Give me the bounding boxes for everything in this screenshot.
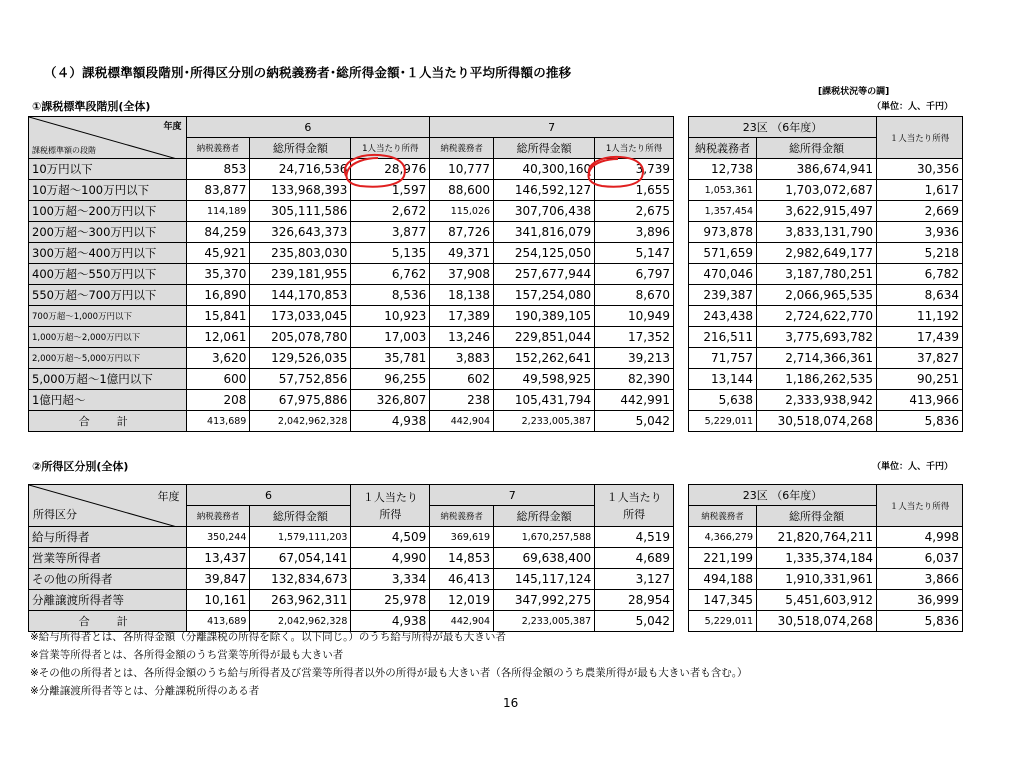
t2-row (689, 590, 963, 611)
cell-value: 5,042 (595, 411, 674, 432)
cell-value: 96,255 (351, 369, 430, 390)
t2-row (689, 548, 963, 569)
table1-col-income-b: 総所得金額 (494, 138, 595, 159)
cell-value: 35,370 (186, 264, 250, 285)
cell-value: 10,777 (430, 159, 494, 180)
table1-col-income-a: 総所得金額 (250, 138, 351, 159)
cell-value: 40,300,160 (494, 159, 595, 180)
cell-value: 2,066,965,535 (757, 285, 877, 306)
cell-value: 132,834,673 (250, 569, 351, 590)
cell-value: 25,978 (351, 590, 430, 611)
cell-value: 17,003 (351, 327, 430, 348)
table1-corner (29, 117, 187, 159)
cell-value: 4,938 (351, 411, 430, 432)
table1-year-a: 6 (186, 117, 430, 138)
table2-corner (29, 485, 187, 527)
row-label: 1億円超～ (29, 390, 187, 411)
cell-value: 254,125,050 (494, 243, 595, 264)
cell-value: 4,366,279 (689, 527, 757, 548)
row-label: 給与所得者 (29, 527, 187, 548)
table2-unit: （単位：人、千円） (872, 462, 954, 472)
t1-total-row (29, 411, 674, 432)
cell-value: 6,762 (351, 264, 430, 285)
cell-value: 3,877 (351, 222, 430, 243)
cell-value: 470,046 (689, 264, 757, 285)
table1-ward-title: 23区 （6年度） (689, 117, 877, 138)
cell-value: 2,724,622,770 (757, 306, 877, 327)
table2-year-a: 6 (186, 485, 351, 506)
cell-value: 1,053,361 (689, 180, 757, 201)
t1-row (29, 222, 674, 243)
cell-value: 326,643,373 (250, 222, 351, 243)
t2-row (689, 569, 963, 590)
cell-value: 238 (430, 390, 494, 411)
table2-year-b: 7 (430, 485, 595, 506)
table1-main (28, 116, 674, 432)
table2-col-income-b: 総所得金額 (494, 506, 595, 527)
t1-row (689, 180, 963, 201)
cell-value: 36,999 (877, 590, 963, 611)
cell-value: 12,061 (186, 327, 250, 348)
cell-value: 17,389 (430, 306, 494, 327)
row-label: 営業等所得者 (29, 548, 187, 569)
cell-value: 145,117,124 (494, 569, 595, 590)
cell-value: 87,726 (430, 222, 494, 243)
source-note: [課税状況等の調] (818, 87, 890, 97)
cell-value: 1,655 (595, 180, 674, 201)
table2-ward-title: 23区 （6年度） (689, 485, 877, 506)
cell-value: 326,807 (351, 390, 430, 411)
cell-value: 221,199 (689, 548, 757, 569)
cell-value: 11,192 (877, 306, 963, 327)
cell-value: 133,968,393 (250, 180, 351, 201)
cell-value: 442,991 (595, 390, 674, 411)
cell-value: 30,356 (877, 159, 963, 180)
table1-year-b: 7 (430, 117, 674, 138)
cell-value: 5,229,011 (689, 611, 757, 632)
cell-value: 28,976 (351, 159, 430, 180)
row-label: 200万超～300万円以下 (29, 222, 187, 243)
cell-value: 13,144 (689, 369, 757, 390)
cell-value: 442,904 (430, 411, 494, 432)
footnote-1: ※給与所得者とは、各所得金額（分離課税の所得を除く。以下同じ。）のうち給与所得が最も大きい者 (30, 631, 506, 643)
t1-row (29, 180, 674, 201)
cell-value: 973,878 (689, 222, 757, 243)
cell-value: 4,938 (351, 611, 430, 632)
cell-value: 82,390 (595, 369, 674, 390)
t2-row (29, 569, 674, 590)
table2-col-avg-a-line1: １人当たり (362, 490, 418, 504)
t1-row (29, 285, 674, 306)
cell-value: 4,509 (351, 527, 430, 548)
cell-value: 8,634 (877, 285, 963, 306)
cell-value: 28,954 (595, 590, 674, 611)
table1-ward-col-taxpayers: 納税義務者 (689, 138, 757, 159)
cell-value: 37,908 (430, 264, 494, 285)
cell-value: 10,949 (595, 306, 674, 327)
t1-row (29, 306, 674, 327)
table1-ward-col-income: 総所得金額 (757, 138, 877, 159)
t1-row (29, 390, 674, 411)
t1-row (689, 369, 963, 390)
cell-value: 235,803,030 (250, 243, 351, 264)
t1-row (689, 201, 963, 222)
cell-value: 2,333,938,942 (757, 390, 877, 411)
cell-value: 83,877 (186, 180, 250, 201)
t2-row (29, 548, 674, 569)
page-number: 16 (503, 696, 519, 710)
footnote-4: ※分離譲渡所得者等とは、分離課税所得のある者 (30, 685, 260, 697)
t1-row (689, 306, 963, 327)
cell-value: 307,706,438 (494, 201, 595, 222)
cell-value: 3,127 (595, 569, 674, 590)
table1-corner-bracket: 課税標準額の段階 (32, 146, 96, 155)
cell-value: 4,998 (877, 527, 963, 548)
cell-value: 239,181,955 (250, 264, 351, 285)
cell-value: 49,371 (430, 243, 494, 264)
footnote-2: ※営業等所得者とは、各所得金額のうち営業等所得が最も大きい者 (30, 649, 344, 661)
table1-corner-year: 年度 (163, 122, 182, 132)
cell-value: 8,536 (351, 285, 430, 306)
row-label: 10万超～100万円以下 (29, 180, 187, 201)
cell-value: 4,689 (595, 548, 674, 569)
cell-value: 114,189 (186, 201, 250, 222)
cell-value: 39,213 (595, 348, 674, 369)
footnote-3: ※その他の所得者とは、各所得金額のうち給与所得者及び営業等所得者以外の所得が最も大きい者（各所得金額のうち農業所得が最も大きい者も含む。） (30, 667, 748, 679)
table1-col-taxpayers-a: 納税義務者 (186, 138, 250, 159)
cell-value: 37,827 (877, 348, 963, 369)
cell-value: 21,820,764,211 (757, 527, 877, 548)
table2-col-taxpayers-b: 納税義務者 (430, 506, 494, 527)
cell-value: 147,345 (689, 590, 757, 611)
table1-col-taxpayers-b: 納税義務者 (430, 138, 494, 159)
cell-value: 3,739 (595, 159, 674, 180)
cell-value: 5,836 (877, 411, 963, 432)
cell-value: 3,187,780,251 (757, 264, 877, 285)
cell-value: 2,714,366,361 (757, 348, 877, 369)
cell-value: 1,579,111,203 (250, 527, 351, 548)
row-label: 10万円以下 (29, 159, 187, 180)
total-label: 合 計 (29, 411, 187, 432)
cell-value: 67,054,141 (250, 548, 351, 569)
row-label: その他の所得者 (29, 569, 187, 590)
t1-row (689, 327, 963, 348)
row-label: 550万超～700万円以下 (29, 285, 187, 306)
cell-value: 12,019 (430, 590, 494, 611)
cell-value: 3,896 (595, 222, 674, 243)
cell-value: 5,135 (351, 243, 430, 264)
row-label: 分離譲渡所得者等 (29, 590, 187, 611)
cell-value: 17,352 (595, 327, 674, 348)
table2-ward (688, 484, 963, 632)
t1-row (689, 264, 963, 285)
cell-value: 341,816,079 (494, 222, 595, 243)
cell-value: 13,246 (430, 327, 494, 348)
row-label: 300万超～400万円以下 (29, 243, 187, 264)
cell-value: 1,597 (351, 180, 430, 201)
cell-value: 144,170,853 (250, 285, 351, 306)
cell-value: 39,847 (186, 569, 250, 590)
cell-value: 257,677,944 (494, 264, 595, 285)
cell-value: 173,033,045 (250, 306, 351, 327)
cell-value: 2,042,962,328 (250, 411, 351, 432)
cell-value: 305,111,586 (250, 201, 351, 222)
cell-value: 1,617 (877, 180, 963, 201)
cell-value: 45,921 (186, 243, 250, 264)
cell-value: 71,757 (689, 348, 757, 369)
cell-value: 88,600 (430, 180, 494, 201)
t1-row (689, 159, 963, 180)
cell-value: 2,042,962,328 (250, 611, 351, 632)
page-title: （４）課税標準額段階別･所得区分別の納税義務者･総所得金額･１人当たり平均所得額の推移 (44, 65, 572, 80)
cell-value: 6,782 (877, 264, 963, 285)
cell-value: 494,188 (689, 569, 757, 590)
cell-value: 3,622,915,497 (757, 201, 877, 222)
t1-row (29, 264, 674, 285)
cell-value: 10,923 (351, 306, 430, 327)
table2-main (28, 484, 674, 632)
cell-value: 2,233,005,387 (494, 411, 595, 432)
row-label: 400万超～550万円以下 (29, 264, 187, 285)
cell-value: 24,716,536 (250, 159, 351, 180)
cell-value: 1,357,454 (689, 201, 757, 222)
cell-value: 386,674,941 (757, 159, 877, 180)
footnotes (30, 628, 748, 700)
cell-value: 16,890 (186, 285, 250, 306)
row-label: 700万超～1,000万円以下 (29, 306, 187, 327)
cell-value: 17,439 (877, 327, 963, 348)
cell-value: 18,138 (430, 285, 494, 306)
t2-row (689, 527, 963, 548)
cell-value: 5,229,011 (689, 411, 757, 432)
cell-value: 115,026 (430, 201, 494, 222)
cell-value: 2,675 (595, 201, 674, 222)
cell-value: 413,689 (186, 411, 250, 432)
cell-value: 5,836 (877, 611, 963, 632)
cell-value: 46,413 (430, 569, 494, 590)
cell-value: 4,519 (595, 527, 674, 548)
t1-row (689, 222, 963, 243)
cell-value: 90,251 (877, 369, 963, 390)
t1-row (689, 285, 963, 306)
cell-value: 190,389,105 (494, 306, 595, 327)
cell-value: 3,833,131,790 (757, 222, 877, 243)
table1-subtitle: ①課税標準段階別(全体) (32, 100, 151, 113)
cell-value: 152,262,641 (494, 348, 595, 369)
cell-value: 3,866 (877, 569, 963, 590)
row-label: 2,000万超～5,000万円以下 (29, 348, 187, 369)
cell-value: 2,669 (877, 201, 963, 222)
cell-value: 57,752,856 (250, 369, 351, 390)
t1-row (689, 390, 963, 411)
cell-value: 853 (186, 159, 250, 180)
row-label: 1,000万超～2,000万円以下 (29, 327, 187, 348)
cell-value: 5,147 (595, 243, 674, 264)
cell-value: 3,620 (186, 348, 250, 369)
cell-value: 30,518,074,268 (757, 611, 877, 632)
cell-value: 6,037 (877, 548, 963, 569)
table1-ward (688, 116, 963, 432)
cell-value: 4,990 (351, 548, 430, 569)
cell-value: 600 (186, 369, 250, 390)
cell-value: 1,910,331,961 (757, 569, 877, 590)
table2-corner-category: 所得区分 (33, 508, 77, 521)
cell-value: 571,659 (689, 243, 757, 264)
cell-value: 3,775,693,782 (757, 327, 877, 348)
table2-col-avg-a-line2: 所得 (379, 507, 402, 521)
cell-value: 30,518,074,268 (757, 411, 877, 432)
table2-ward-col-taxpayers: 納税義務者 (689, 506, 757, 527)
cell-value: 442,904 (430, 611, 494, 632)
cell-value: 216,511 (689, 327, 757, 348)
row-label: 5,000万超～1億円以下 (29, 369, 187, 390)
cell-value: 2,233,005,387 (494, 611, 595, 632)
cell-value: 239,387 (689, 285, 757, 306)
cell-value: 69,638,400 (494, 548, 595, 569)
t1-row (29, 327, 674, 348)
total-label: 合 計 (29, 611, 187, 632)
t1-row (29, 243, 674, 264)
table2-col-avg-b (595, 485, 674, 527)
cell-value: 5,638 (689, 390, 757, 411)
cell-value: 1,670,257,588 (494, 527, 595, 548)
cell-value: 8,670 (595, 285, 674, 306)
table2-ward-col-income: 総所得金額 (757, 506, 877, 527)
table2-col-avg-a (351, 485, 430, 527)
cell-value: 6,797 (595, 264, 674, 285)
t1-row (29, 201, 674, 222)
cell-value: 229,851,044 (494, 327, 595, 348)
cell-value: 5,218 (877, 243, 963, 264)
table1-col-avg-b: 1人当たり所得 (595, 138, 674, 159)
cell-value: 350,244 (186, 527, 250, 548)
t1-row (689, 243, 963, 264)
cell-value: 49,598,925 (494, 369, 595, 390)
cell-value: 157,254,080 (494, 285, 595, 306)
t1-row (29, 159, 674, 180)
cell-value: 1,335,374,184 (757, 548, 877, 569)
cell-value: 413,966 (877, 390, 963, 411)
cell-value: 84,259 (186, 222, 250, 243)
table2-subtitle: ②所得区分別(全体) (32, 460, 129, 473)
t1-row (29, 348, 674, 369)
cell-value: 2,982,649,177 (757, 243, 877, 264)
table1-ward-col-avg: １人当たり所得 (877, 117, 963, 159)
cell-value: 15,841 (186, 306, 250, 327)
cell-value: 369,619 (430, 527, 494, 548)
table1-unit: （単位：人、千円） (872, 102, 954, 112)
cell-value: 129,526,035 (250, 348, 351, 369)
cell-value: 413,689 (186, 611, 250, 632)
t2-row (29, 527, 674, 548)
table2-col-taxpayers-a: 納税義務者 (186, 506, 250, 527)
table2-ward-col-avg: １人当たり所得 (877, 485, 963, 527)
table2-corner-year: 年度 (157, 490, 180, 503)
table2-col-avg-b-line1: １人当たり (606, 490, 662, 504)
cell-value: 1,703,072,687 (757, 180, 877, 201)
cell-value: 10,161 (186, 590, 250, 611)
t2-row (29, 590, 674, 611)
table2-col-avg-b-line2: 所得 (623, 507, 646, 521)
table1-col-avg-a: 1人当たり所得 (351, 138, 430, 159)
cell-value: 205,078,780 (250, 327, 351, 348)
cell-value: 5,042 (595, 611, 674, 632)
row-label: 100万超～200万円以下 (29, 201, 187, 222)
cell-value: 3,936 (877, 222, 963, 243)
cell-value: 35,781 (351, 348, 430, 369)
cell-value: 13,437 (186, 548, 250, 569)
cell-value: 208 (186, 390, 250, 411)
cell-value: 3,334 (351, 569, 430, 590)
cell-value: 67,975,886 (250, 390, 351, 411)
cell-value: 146,592,127 (494, 180, 595, 201)
cell-value: 347,992,275 (494, 590, 595, 611)
t1-row (689, 348, 963, 369)
cell-value: 5,451,603,912 (757, 590, 877, 611)
cell-value: 2,672 (351, 201, 430, 222)
cell-value: 12,738 (689, 159, 757, 180)
cell-value: 243,438 (689, 306, 757, 327)
t1-total-row (689, 411, 963, 432)
cell-value: 1,186,262,535 (757, 369, 877, 390)
cell-value: 602 (430, 369, 494, 390)
t1-row (29, 369, 674, 390)
cell-value: 263,962,311 (250, 590, 351, 611)
cell-value: 105,431,794 (494, 390, 595, 411)
cell-value: 14,853 (430, 548, 494, 569)
table2-col-income-a: 総所得金額 (250, 506, 351, 527)
cell-value: 3,883 (430, 348, 494, 369)
